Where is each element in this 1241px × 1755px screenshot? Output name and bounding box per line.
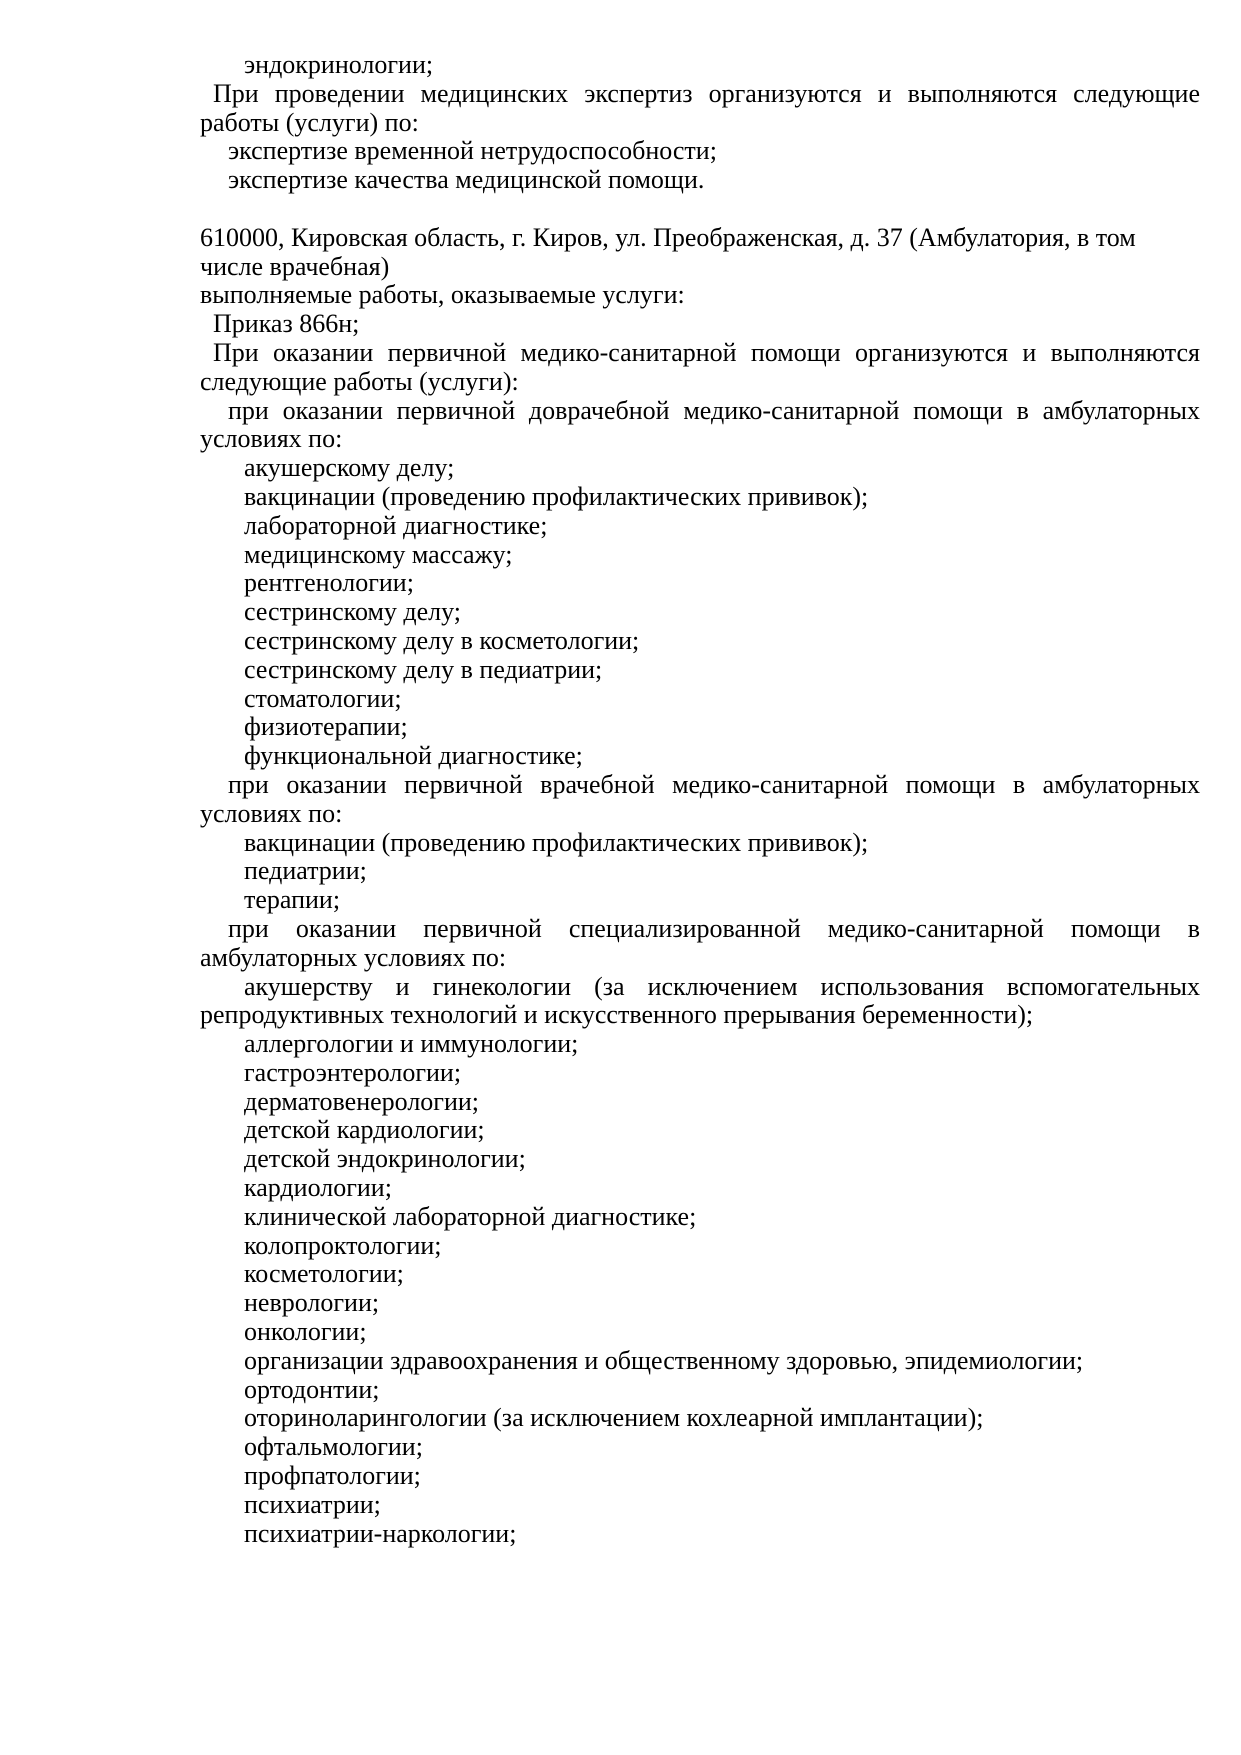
paragraph	[200, 80, 1200, 138]
paragraph	[200, 1088, 1200, 1117]
paragraph	[200, 771, 1200, 829]
document-line: следующие работы (услуги):	[200, 366, 519, 396]
document-line: физиотерапии;	[244, 712, 408, 742]
paragraph	[200, 829, 1200, 858]
document-line: функциональной диагностике;	[244, 741, 583, 771]
paragraph	[200, 1030, 1200, 1059]
paragraph	[200, 541, 1200, 570]
paragraph	[200, 713, 1200, 742]
paragraph	[200, 397, 1200, 455]
document-line: амбулаторных условиях по:	[200, 942, 507, 972]
document-line: лабораторной диагностике;	[244, 510, 548, 540]
document-line: косметологии;	[244, 1259, 404, 1289]
document-line: Приказ 866н;	[213, 309, 360, 339]
paragraph	[200, 1404, 1200, 1433]
document-line: экспертизе качества медицинской помощи.	[228, 165, 705, 195]
paragraph	[200, 598, 1200, 627]
document-line: неврологии;	[244, 1288, 380, 1318]
document-line: офтальмологии;	[244, 1432, 423, 1462]
document-line: медицинскому массажу;	[244, 539, 513, 569]
paragraph	[200, 1347, 1200, 1376]
document-line: ортодонтии;	[244, 1374, 380, 1404]
paragraph	[200, 483, 1200, 512]
document-line: стоматологии;	[244, 683, 402, 713]
paragraph	[200, 224, 1200, 282]
paragraph	[200, 1059, 1200, 1088]
document-line: акушерскому делу;	[244, 453, 455, 483]
paragraph	[200, 627, 1200, 656]
document-line: вакцинации (проведению профилактических прививок);	[244, 481, 869, 511]
document-line: онкологии;	[244, 1317, 367, 1347]
document-line: условиях по:	[200, 424, 343, 454]
paragraph	[200, 857, 1200, 886]
document-line: сестринскому делу;	[244, 597, 462, 627]
document-line: числе врачебная)	[200, 251, 390, 281]
paragraph	[200, 1376, 1200, 1405]
paragraph	[200, 1520, 1200, 1549]
paragraph	[200, 137, 1200, 166]
paragraph	[200, 685, 1200, 714]
paragraph	[200, 454, 1200, 483]
document-line: При проведении медицинских экспертиз организуются и выполняются следующие	[213, 78, 1200, 108]
document-line: кардиологии;	[244, 1173, 392, 1203]
document-line: колопроктологии;	[244, 1230, 442, 1260]
paragraph	[200, 886, 1200, 915]
document-line: психиатрии-наркологии;	[244, 1518, 517, 1548]
paragraph	[200, 166, 1200, 195]
paragraph	[200, 51, 1200, 80]
document-line: вакцинации (проведению профилактических прививок);	[244, 827, 869, 857]
document-line: сестринскому делу в педиатрии;	[244, 654, 603, 684]
paragraph	[200, 1289, 1200, 1318]
document-line: педиатрии;	[244, 856, 367, 886]
document-line: при оказании первичной врачебной медико-санитарной помощи в амбулаторных	[228, 769, 1200, 799]
paragraph	[200, 1174, 1200, 1203]
document-line: работы (услуги) по:	[200, 107, 419, 137]
paragraph	[200, 195, 1200, 224]
document-line: репродуктивных технологий и искусственного прерывания беременности);	[200, 1000, 1034, 1030]
document-line: при оказании первичной доврачебной медико-санитарной помощи в амбулаторных	[228, 395, 1200, 425]
paragraph	[200, 569, 1200, 598]
document-line	[200, 195, 1200, 224]
document-line: выполняемые работы, оказываемые услуги:	[200, 280, 685, 310]
paragraph	[200, 281, 1200, 310]
paragraph	[200, 742, 1200, 771]
paragraph	[200, 1462, 1200, 1491]
document-line: организации здравоохранения и общественному здоровью, эпидемиологии;	[244, 1345, 1084, 1375]
paragraph	[200, 1433, 1200, 1462]
paragraph	[200, 1491, 1200, 1520]
document-line: профпатологии;	[244, 1461, 421, 1491]
document-line: психиатрии;	[244, 1489, 381, 1519]
document-line: рентгенологии;	[244, 568, 414, 598]
document-line: акушерству и гинекологии (за исключением использования вспомогательных	[244, 971, 1200, 1001]
document-line: сестринскому делу в косметологии;	[244, 625, 640, 655]
document-line: экспертизе временной нетрудоспособности;	[228, 136, 717, 166]
document-line: оториноларингологии (за исключением кохлеарной имплантации);	[244, 1403, 984, 1433]
document-line: клинической лабораторной диагностике;	[244, 1201, 697, 1231]
document-line: детской эндокринологии;	[244, 1144, 526, 1174]
paragraph	[200, 512, 1200, 541]
paragraph	[200, 973, 1200, 1031]
paragraph	[200, 915, 1200, 973]
paragraph	[200, 1116, 1200, 1145]
document-line: При оказании первичной медико-санитарной помощи организуются и выполняются	[213, 337, 1200, 367]
document-line: условиях по:	[200, 798, 343, 828]
paragraph	[200, 1318, 1200, 1347]
paragraph	[200, 1145, 1200, 1174]
paragraph	[200, 1260, 1200, 1289]
paragraph	[200, 339, 1200, 397]
paragraph	[200, 1203, 1200, 1232]
paragraph	[200, 1232, 1200, 1261]
document-line: гастроэнтерологии;	[244, 1057, 462, 1087]
document-line: аллергологии и иммунологии;	[244, 1029, 579, 1059]
paragraph	[200, 310, 1200, 339]
document-line: при оказании первичной специализированной медико-санитарной помощи в	[228, 913, 1200, 943]
paragraph	[200, 656, 1200, 685]
document-line: эндокринологии;	[244, 50, 434, 79]
document-body	[200, 51, 1200, 1548]
document-line: 610000, Кировская область, г. Киров, ул. Преображенская, д. 37 (Амбулатория, в том	[200, 222, 1136, 252]
document-line: терапии;	[244, 885, 341, 915]
document-line: детской кардиологии;	[244, 1115, 485, 1145]
document-line: дерматовенерологии;	[244, 1086, 480, 1116]
